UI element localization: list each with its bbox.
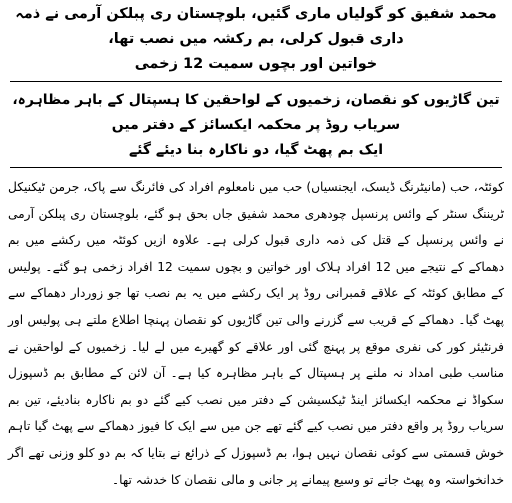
- headline: [6, 2, 506, 77]
- headline-line-1: محمد شفیق کو گولیاں ماری گئیں، بلوچستان ری پبلکن آرمی نے ذمہ داری قبول کرلی، بم رکشہ میں نصب تھا،: [15, 6, 497, 47]
- subheadline-line-2: ایک بم پھٹ گیا، دو ناکارہ بنا دیئے گئے: [128, 142, 384, 158]
- headline-line-2: خواتین اور بچوں سمیت 12 زخمی: [134, 56, 378, 72]
- divider-bottom: [10, 167, 502, 168]
- subheadline-line-1: تین گاڑیوں کو نقصان، زخمیوں کے لواحقین کا ہسپتال کے باہر مظاہرہ، سریاب روڈ پر محکمہ ایکسائز کے دفتر میں: [12, 92, 500, 133]
- subheadline: [6, 88, 506, 163]
- article-body: کوئٹہ، حب (مانیٹرنگ ڈیسک، ایجنسیاں) حب میں نامعلوم افراد کی فائرنگ سے پاک، جرمن ٹیکنیکل ٹریننگ سنٹر کے وائس پرنسپل چودھری محمد شفیق جاں بحق ہو گئے، بلوچستان ری پبلکن آرمی نے وائس پرنسپل کے قتل کی ذمہ داری قبول کرلی ہے۔ علاوہ ازیں کوئٹہ میں رکشے میں بم دھماکے کے نتیجے میں 12 افراد ہلاک اور خواتین و بچوں سمیت 12 افراد زخمی ہو گئے۔ پولیس کے مطابق کوئٹہ کے علاقے قمبرانی روڈ پر ایک رکشے میں یہ بم نصب تھا جو زوردار دھماکے سے پھٹ گیا۔ دھماکے کے قریب سے گزرنے والی تین گاڑیوں کو نقصان پہنچا اطلاع ملتے ہی پولیس اور فرنٹیئر کور کی نفری موقع پر پہنچ گئی اور علاقے کو گھیرے میں لے لیا۔ زخمیوں کے لواحقین نے مناسب طبی امداد نہ ملنے پر ہسپتال کے باہر مظاہرہ کیا ہے۔ آن لائن کے مطابق بم ڈسپوزل سکواڈ نے محکمہ ایکسائز اینڈ ٹیکسیشن کے دفتر میں نصب کیے گئے دو بم ناکارہ بنادیئے، تین بم سریاب روڈ پر واقع دفتر میں نصب کیے گئے تھے جن میں سے ایک کا فیوز دھماکے سے پھٹ گیا تاہم خوش قسمتی سے کوئی نقصان نہیں ہوا، بم ڈسپوزل کے ذرائع نے بتایا کہ بم دو کلو وزنی تھے اگر خدانخواستہ وہ پھٹ جاتے تو وسیع پیمانے پر جانی و مالی نقصان کا خدشہ تھا۔: [8, 180, 505, 487]
- divider-top: [10, 81, 502, 82]
